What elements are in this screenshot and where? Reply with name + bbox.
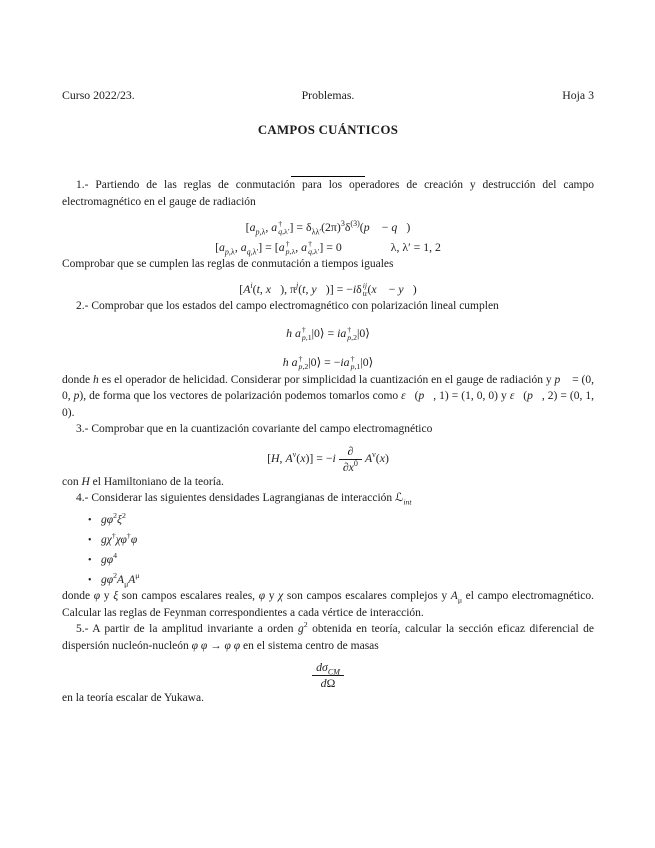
problem-5-intro: 5.- A partir de la amplitud invariante a orden $g^2$ obtenida en teoría, calcular la sección eficaz diferencial de dispersión nucleón-nucleón φ φ → φ φ en el sistema centro de masas xyxy=(62,620,594,652)
bullet-icon: • xyxy=(88,514,92,526)
list-item xyxy=(88,572,594,588)
list-item xyxy=(88,512,594,528)
problem-2-body: donde h es el operador de helicidad. Considerar por simplicidad la cuantización en el gauge de radiación y p⃗ = (0, 0, p), de forma que los vectores de polarización podemos tomarlos como ε⃗(p⃗, 1) = (1, 0, 0) y ε⃗(p⃗, 2) = (0, 1, 0). xyxy=(62,373,595,419)
equation-condition: λ, λ′ = 1, 2 xyxy=(390,239,441,254)
fraction-denominator: dΩ xyxy=(312,675,344,690)
header-course: Curso 2022/23. xyxy=(62,88,135,102)
problem-3-equation xyxy=(62,445,594,474)
lagrangian-term: $g\varphi^2\xi^2$ xyxy=(101,510,126,526)
problem-2-equation-state-2: h a † p,2 |0⟩ = −ia † p,1 |0⟩ xyxy=(282,354,374,372)
problem-2-intro: 2.- Comprobar que los estados del campo electromagnético con polarización lineal cumplen xyxy=(76,300,499,313)
header-sheet-number: Hoja 3 xyxy=(562,88,594,102)
problem-3-intro: 3.- Comprobar que en la cuantización covariante del campo electromagnético xyxy=(76,423,433,436)
partial-derivative-fraction xyxy=(339,445,362,474)
problem-2-equation-state-1: h a † p,1 |0⟩ = ia † p,2 |0⟩ xyxy=(286,324,370,342)
lagrangian-term: gχ†χφ†φ xyxy=(101,531,138,546)
problem-1-equation-commutator-2 xyxy=(62,240,594,256)
document-header xyxy=(62,88,594,103)
problem-4-intro: 4.- Considerar las siguientes densidades Lagrangianas de interacción ℒ$_{int}$ xyxy=(76,492,412,507)
list-item xyxy=(88,552,594,568)
fraction-numerator: $d\sigma_{CM}$ xyxy=(316,660,340,677)
problem-1-equation-equal-time: [$A^i(t$, x⃗), $\pi^j(t$, y⃗)] = −iδ ij tr (x⃗ − y⃗) xyxy=(239,280,417,298)
cross-section-fraction xyxy=(312,661,344,690)
problem-5-equation xyxy=(62,661,594,690)
bullet-icon: • xyxy=(88,534,92,546)
lagrangian-list xyxy=(62,512,594,588)
fraction-numerator: ∂ xyxy=(347,443,354,458)
lagrangian-term: $g\varphi^4$ xyxy=(101,551,118,566)
equation-suffix: $A^\nu(x)$ xyxy=(364,449,389,465)
problem-1-intro: 1.- Partiendo de las reglas de conmutación para los operadores de creación y destrucción del campo electromagnético en el gauge de radiación xyxy=(62,179,594,208)
list-item xyxy=(88,532,594,548)
bullet-icon: • xyxy=(88,554,92,566)
problem-4-body: donde φ y ξ son campos escalares reales, φ y χ son campos escalares complejos y $A_\mu$ el campo electromagnético. Calcular las reglas de Feynman correspondientes a cada vértice de interacción. xyxy=(62,590,594,619)
equation-main: [$a_{p,\lambda}$, $a_{q,\lambda'}] = [a$ † p,λ , a † q,λ′ ] = 0 xyxy=(215,238,342,256)
problem-1-mid-text: Comprobar que se cumplen las reglas de conmutación a tiempos iguales xyxy=(62,258,394,271)
problem-5-body: en la teoría escalar de Yukawa. xyxy=(62,692,204,705)
problem-1-equation-commutator-1: [$a_{p,\lambda}$, a † q,λ′ ] = $\delta_{\lambda\lambda'}(2\pi)^3\delta^{(3)}(p⃗$ − q⃗) xyxy=(245,219,411,237)
lagrangian-term: $g\varphi^2A_\mu A^\mu$ xyxy=(101,571,140,589)
fraction-denominator: $\partial x^0$ xyxy=(339,459,362,474)
problem-3-body: con H el Hamiltoniano de la teoría. xyxy=(62,475,224,488)
page-title: CAMPOS CUÁNTICOS xyxy=(257,123,399,137)
header-section: Problemas. xyxy=(301,88,355,102)
bullet-icon: • xyxy=(88,575,92,587)
equation-prefix: [H, $A^\nu(x)] = -i$ xyxy=(267,449,336,465)
